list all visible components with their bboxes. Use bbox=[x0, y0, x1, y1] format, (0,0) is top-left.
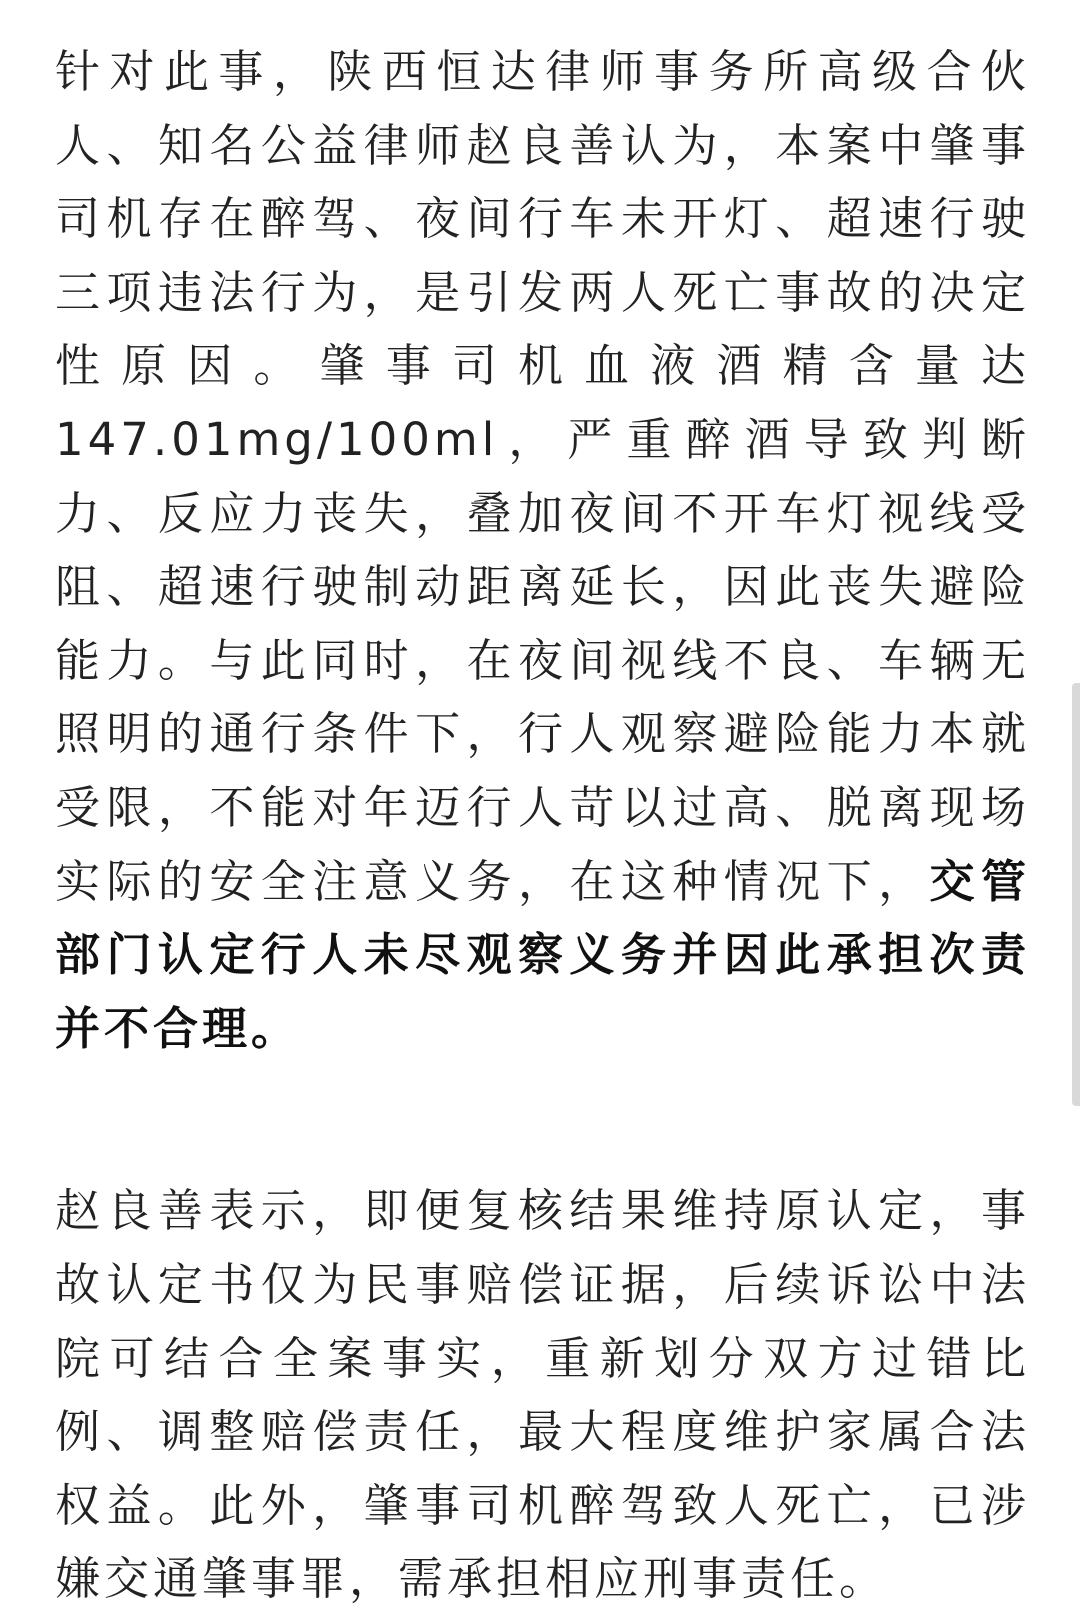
paragraph-text: 针对此事，陕西恒达律师事务所高级合伙人、知名公益律师赵良善认为，本案中肇事司机存在醉驾、夜间行车未开灯、超速行驶三项违法行为，是引发两人死亡事故的决定性原因。肇事司机血液酒精含量达147.01mg/100ml，严重醉酒导致判断力、反应力丧失，叠加夜间不开车灯视线受阻、超速行驶制动距离延长，因此丧失避险能力。与此同时，在夜间视线不良、车辆无照明的通行条件下，行人观察避险能力本就受限，不能对年迈行人苛以过高、脱离现场实际的安全注意义务，在这种情况下， bbox=[55, 45, 1030, 908]
article-body bbox=[55, 35, 1030, 1616]
scrollbar[interactable] bbox=[1072, 683, 1080, 1106]
paragraph-bold-conclusion: 交管部门认定行人未尽观察义务并因此承担次责并不合理。 bbox=[55, 854, 1030, 1055]
paragraph-compensation-note: 赵良善表示，即便复核结果维持原认定，事故认定书仅为民事赔偿证据，后续诉讼中法院可结合全案事实，重新划分双方过错比例、调整赔偿责任，最大程度维护家属合法权益。此外，肇事司机醉驾致人死亡，已涉嫌交通肇事罪，需承担相应刑事责任。 bbox=[55, 1184, 1030, 1606]
paragraph-lawyer-opinion bbox=[55, 35, 1030, 1065]
